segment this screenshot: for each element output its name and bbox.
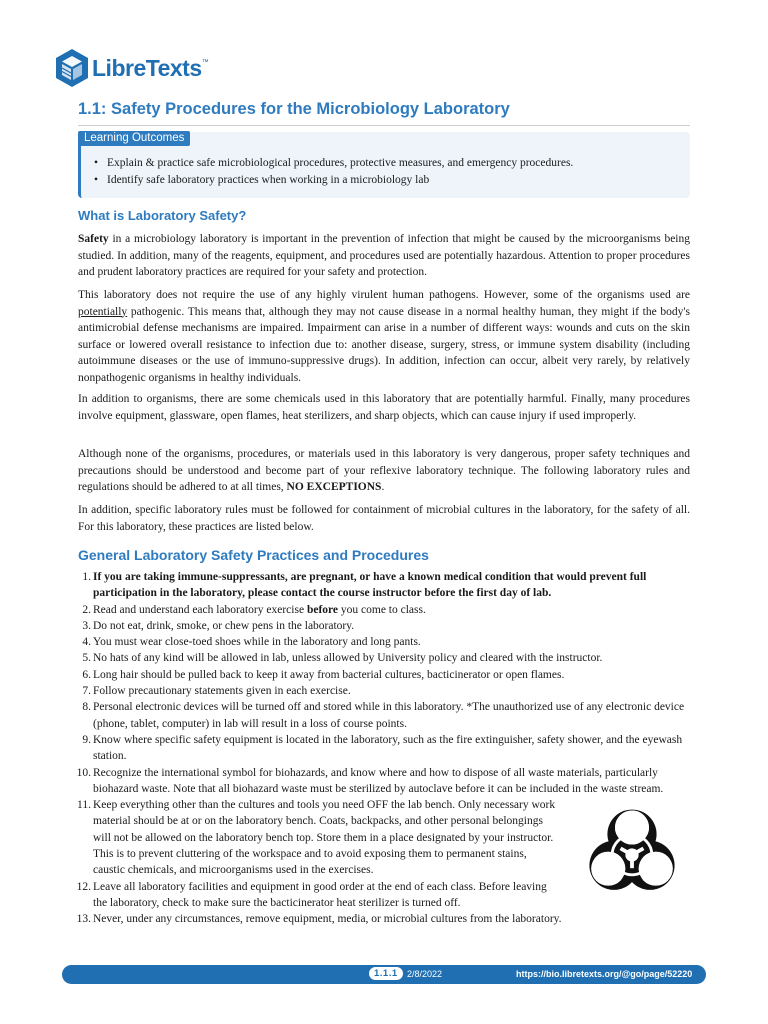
biohazard-icon xyxy=(574,802,690,906)
rule-item: 1. If you are taking immune-suppressants, are pregnant, or have a known medical condition that would prevent full participation in the laboratory, please contact the course instructor before the first day of lab. xyxy=(82,571,647,600)
paragraph-safety: Safety in a microbiology laboratory is important in the prevention of infection that might be caused by the microorganisms being studied. In addition, many of the reagents, equipment, and procedures used are potentially hazardous. Attention to proper procedures and prudent laboratory practices are required for your safety and protection. xyxy=(78,233,690,278)
footer-url-link[interactable]: https://bio.libretexts.org/@go/page/52220 xyxy=(516,969,693,979)
rule-item: 11. Keep everything other than the cultures and tools you need OFF the lab bench. Only necessary work material should be at or on the laboratory bench. Coats, backpacks, and other personal belongings will not be allowed on the laboratory bench top. Store them in a place designated by your instructor. This is to prevent cluttering of the workspace and to avoid exposing them to permanent stains, caustic chemicals, and microorganisms used in the exercises. xyxy=(77,799,556,877)
paragraph-containment: In addition, specific laboratory rules must be followed for containment of microbial cultures in the laboratory, for the safety of all. For this laboratory, these practices are listed below. xyxy=(78,504,690,533)
learning-outcome-item: • Identify safe laboratory practices when working in a microbiology lab xyxy=(107,172,573,189)
brand-name: LibreTexts™ xyxy=(92,54,209,81)
rule-item: 2. Read and understand each laboratory exercise before you come to class. xyxy=(82,603,426,616)
footer-date: 2/8/2022 xyxy=(407,969,443,979)
libretexts-hex-cube-icon xyxy=(54,48,90,88)
learning-outcomes-box xyxy=(78,132,690,198)
rule-item: 9. Know where specific safety equipment is located in the laboratory, such as the fire extinguisher, safety shower, and the eyewash station. xyxy=(82,733,683,763)
paragraph-chemicals: In addition to organisms, there are some chemicals used in this laboratory that are potentially harmful. Finally, many procedures involve equipment, glassware, open flames, heat sterilizers, and sharp objects, which can cause injury if used improperly. xyxy=(78,393,690,422)
paragraph-pathogens: This laboratory does not require the use of any highly virulent human pathogens. However, some of the organisms used are potentially pathogenic. This means that, although they may not cause disease in a normal healthy human, they might if the body's antimicrobial defense mechanisms are impaired. Impairment can arise in a number of different ways: wounds and cuts on the skin surface or lowered overall resistance to infection due to: another disease, surgery, stress, or immune system disability (including autoimmune diseases or the use of immuno-suppressive drugs). In addition, infection can occur, albeit very rarely, by relatively nonpathogenic organisms in healthy individuals. xyxy=(78,289,690,384)
learning-outcomes-label: Learning Outcomes xyxy=(78,131,190,146)
learning-outcome-item: • Explain & practice safe microbiological procedures, protective measures, and emergency procedures. xyxy=(107,155,573,172)
rule-item: 12. Leave all laboratory facilities and equipment in good order at the end of each class. Before leaving the laboratory, check to make sure the bacticinerator heat sterilizer is turned off. xyxy=(76,880,547,909)
rule-item: 13. Never, under any circumstances, remove equipment, media, or microbial cultures from the laboratory. xyxy=(76,913,562,926)
section-heading-laboratory-safety: What is Laboratory Safety? xyxy=(78,208,247,223)
page-title: 1.1: Safety Procedures for the Microbiology Laboratory xyxy=(78,100,690,126)
rule-item: 8. Personal electronic devices will be turned off and stored while in this laboratory. *The unauthorized use of any electronic device (phone, tablet, computer) in lab will result in a loss of course points. xyxy=(82,701,685,730)
rule-item: 4. You must wear close-toed shoes while in the laboratory and long pants. xyxy=(82,636,421,649)
rule-item: 5. No hats of any kind will be allowed in lab, unless allowed by University policy and cleared with the instructor. xyxy=(82,652,603,665)
rule-item: 10. Recognize the international symbol for biohazards, and know where and how to dispose of all waste materials, particularly biohazard waste. Note that all biohazard waste must be sterilized by autoclave before it can be included in the waste stream. xyxy=(76,766,664,795)
rule-item: 6. Long hair should be pulled back to keep it away from bacterial cultures, bacticinerator or open flames. xyxy=(82,668,565,681)
underlined-term: potentially xyxy=(78,305,128,318)
paragraph-rules-intro: Although none of the organisms, procedures, or materials used in this laboratory is very dangerous, proper safety techniques and precautions should be understood and become part of your reflexive laboratory technique. The following laboratory rules and regulations should be adhered to at all times, NO EXCEPTIONS. xyxy=(78,448,690,493)
learning-outcomes-list xyxy=(107,155,573,189)
section-heading-general-practices: General Laboratory Safety Practices and Procedures xyxy=(78,547,429,563)
footer-page-number: 1.1.1 xyxy=(369,967,403,980)
libretexts-logo[interactable] xyxy=(54,48,208,88)
rule-item: 7. Follow precautionary statements given in each exercise. xyxy=(82,685,351,698)
rule-item: 3. Do not eat, drink, smoke, or chew pens in the laboratory. xyxy=(82,619,355,632)
